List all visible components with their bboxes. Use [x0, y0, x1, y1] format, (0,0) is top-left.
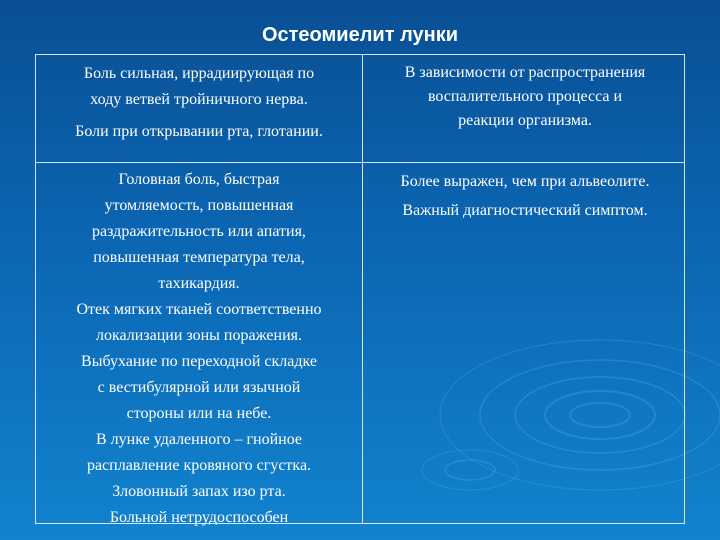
cell-text-line: Отек мягких тканей соответственно [76, 301, 322, 318]
cell-text-line: с вестибулярной или язычной [97, 379, 301, 396]
cell-text-line: В лунке удаленного – гнойное [96, 431, 302, 448]
row2-right-cell [366, 167, 684, 225]
cell-text-line: Головная боль, быстрая [118, 171, 280, 188]
slide-title: Остеомиелит лунки [261, 24, 459, 46]
cell-text-line: Более выражен, чем при альвеолите. [400, 173, 650, 190]
cell-text-line: Боли при открывании рта, глотании. [75, 123, 323, 140]
cell-text-line: тахикардия. [158, 275, 240, 292]
cell-text-line: ходу ветвей тройничного нерва. [90, 91, 308, 108]
row2-left-cell [36, 167, 362, 531]
column-divider [362, 55, 363, 523]
cell-text-line: Важный диагностический симптом. [402, 202, 648, 219]
cell-text-line: Боль сильная, иррадиирующая по [83, 65, 315, 82]
row1-right-cell [366, 61, 684, 133]
cell-text-line: повышенная температура тела, [93, 249, 305, 266]
cell-text-line: реакции организма. [458, 112, 592, 129]
cell-text-line: Больной нетрудоспособен [109, 509, 289, 526]
cell-text-line: стороны или на небе. [126, 405, 272, 422]
cell-text-line: Зловонный запах изо рта. [112, 483, 286, 500]
cell-text-line: раздражительность или апатия, [92, 223, 306, 240]
cell-text-line: локализации зоны поражения. [95, 327, 303, 344]
cell-text-line: расплавление кровяного сгустка. [86, 457, 312, 474]
comparison-table [35, 54, 685, 524]
row1-left-cell [36, 61, 362, 145]
cell-text-line: утомляемость, повышенная [104, 197, 294, 214]
cell-text-line: воспалительного процесса и [427, 88, 623, 105]
cell-text-line: В зависимости от распространения [404, 64, 646, 81]
cell-text-line: Выбухание по переходной складке [81, 353, 317, 370]
row-divider [36, 162, 684, 163]
